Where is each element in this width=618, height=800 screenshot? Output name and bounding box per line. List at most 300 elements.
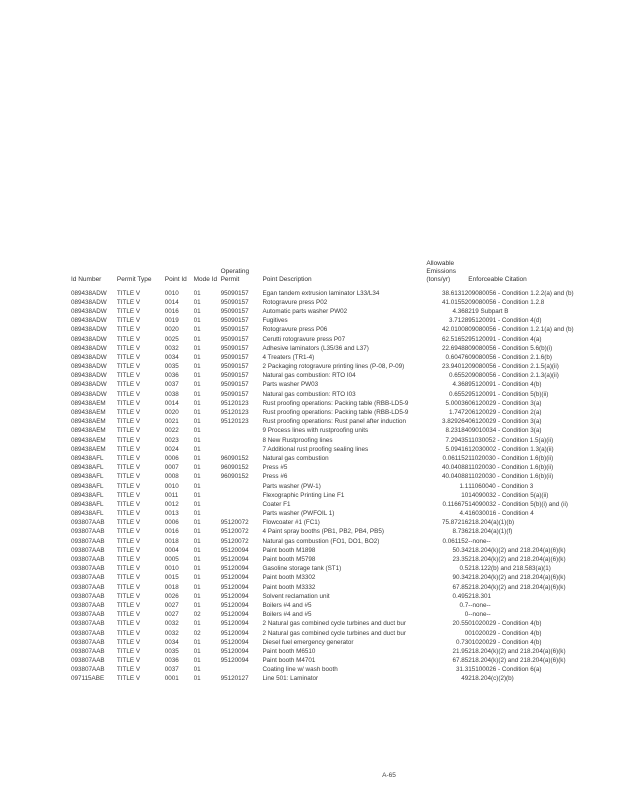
cell-permit-type: TITLE V <box>116 409 141 417</box>
cell-point-id: 0027 <box>164 601 179 609</box>
cell-allowable-emissions: 0.60476 <box>445 353 469 361</box>
cell-point-id: 0026 <box>164 592 179 600</box>
cell-point-id: 0018 <box>164 537 179 545</box>
cell-enforceable-citation: 11060040 - Condition 3 <box>468 482 534 490</box>
cell-permit-type: TITLE V <box>116 601 141 609</box>
cell-enforceable-citation: 218.204(k)(2) and 218.204(a)(6)(k) <box>468 583 566 591</box>
cell-allowable-emissions: 3.829264 <box>441 418 469 426</box>
cell-id-number: 093807AAB <box>71 620 105 628</box>
cell-operating-permit <box>221 666 263 675</box>
cell-enforceable-citation: 16030016 - Condition 4 <box>468 510 534 518</box>
header-enforceable-citation: Enforceable Citation <box>468 276 527 283</box>
cell-id-number: 093807AAB <box>71 638 105 646</box>
header-permit-type: Permit Type <box>116 276 152 283</box>
table-row <box>71 307 618 316</box>
cell-mode-id: 01 <box>193 445 201 453</box>
cell-point-id: 0034 <box>164 638 179 646</box>
cell-allowable-emissions: 4.368 <box>452 307 469 315</box>
cell-id-number: 089438ADW <box>71 307 107 315</box>
cell-mode-id: 01 <box>193 482 201 490</box>
table-row <box>71 298 618 307</box>
cell-mode-id: 01 <box>193 592 201 600</box>
cell-point-id: 0037 <box>164 666 179 674</box>
cell-enforceable-citation: 09080056 - Condition 5.6(b)(i) <box>468 344 553 352</box>
cell-allowable-emissions: 5.09416 <box>445 445 469 453</box>
table-row <box>71 390 618 399</box>
cell-id-number: 093807AAB <box>71 611 105 619</box>
cell-point-description: 2 Natural gas combined cycle turbines and duct bur <box>262 620 406 628</box>
cell-enforceable-citation: 12030002 - Condition 1.3(a)(ii) <box>468 445 554 453</box>
cell-id-number: 097115ABE <box>71 675 105 683</box>
cell-id-number: 093807AAB <box>71 647 105 655</box>
cell-operating-permit: 96090152 <box>220 473 249 481</box>
cell-mode-id: 01 <box>193 537 201 545</box>
cell-permit-type: TITLE V <box>116 390 141 398</box>
header-allowable-emissions: Allowable Emissions (tons/yr) <box>426 260 456 283</box>
table-row <box>71 528 618 537</box>
cell-point-description: Parts washer (PW-1) <box>262 482 321 490</box>
table-row <box>71 418 618 427</box>
cell-operating-permit: 95090157 <box>220 298 249 306</box>
table-row <box>71 565 618 574</box>
cell-permit-type: TITLE V <box>116 436 141 444</box>
table-row <box>71 372 618 381</box>
cell-permit-type: TITLE V <box>116 592 141 600</box>
cell-enforceable-citation: 219 Subpart B <box>468 307 509 315</box>
cell-mode-id: 01 <box>193 454 201 462</box>
cell-point-id: 0007 <box>164 464 179 472</box>
cell-permit-type: TITLE V <box>116 546 141 554</box>
cell-operating-permit: 96090152 <box>220 454 249 462</box>
cell-operating-permit: 95120094 <box>220 638 249 646</box>
table-row <box>71 335 618 344</box>
cell-point-description: Egan tandem extrusion laminator L33/L34 <box>262 289 380 297</box>
cell-point-description: 2 Packaging rotogravure printing lines (P-08, P-09) <box>262 363 405 371</box>
cell-enforceable-citation: 11020030 - Condition 1.6(b)(ii) <box>468 473 554 481</box>
cell-enforceable-citation: --none-- <box>468 537 491 545</box>
header-operating-permit: Operating Permit <box>220 268 250 283</box>
header-mode-id: Mode Id <box>193 276 218 283</box>
table-row <box>71 666 618 675</box>
cell-enforceable-citation: 06120029 - Condition 3(a) <box>468 418 542 426</box>
cell-operating-permit: 95090157 <box>220 335 249 343</box>
cell-mode-id: 01 <box>193 326 201 334</box>
table-row <box>71 574 618 583</box>
table-row <box>71 284 618 298</box>
cell-mode-id: 01 <box>193 565 201 573</box>
cell-point-id: 0008 <box>164 473 179 481</box>
cell-enforceable-citation: 09080056 - Condition 2.1.5(a)(ii) <box>468 363 559 371</box>
cell-enforceable-citation: 01020029 - Condition 4(b) <box>468 620 542 628</box>
cell-mode-id: 02 <box>193 629 201 637</box>
cell-mode-id: 01 <box>193 666 201 674</box>
cell-operating-permit: 95090157 <box>220 353 249 361</box>
cell-point-id: 0022 <box>164 427 179 435</box>
cell-allowable-emissions: 4.4 <box>459 510 469 518</box>
cell-operating-permit: 95090157 <box>220 344 249 352</box>
cell-operating-permit: 95120094 <box>220 629 249 637</box>
cell-point-description: Flexographic Printing Line F1 <box>262 491 345 499</box>
cell-id-number: 093807AAB <box>71 546 105 554</box>
cell-operating-permit: 95120094 <box>220 592 249 600</box>
cell-id-number: 093807AAB <box>71 537 105 545</box>
cell-mode-id: 01 <box>193 372 201 380</box>
cell-permit-type: TITLE V <box>116 519 141 527</box>
cell-permit-type: TITLE V <box>116 537 141 545</box>
cell-id-number: 089438ADW <box>71 289 107 297</box>
cell-mode-id: 01 <box>193 390 201 398</box>
cell-point-description: Fugitives <box>262 317 288 325</box>
cell-point-description: Paint booth M6510 <box>262 647 316 655</box>
cell-id-number: 093807AAB <box>71 574 105 582</box>
cell-point-description: Rotogravure press P06 <box>262 326 328 334</box>
cell-point-description: Rotogravure press P02 <box>262 298 328 306</box>
cell-point-description: Coater F1 <box>262 500 291 508</box>
cell-permit-type: TITLE V <box>116 583 141 591</box>
cell-id-number: 089438AEM <box>71 436 106 444</box>
cell-allowable-emissions: 40.04088 <box>441 464 469 472</box>
cell-mode-id: 01 <box>193 353 201 361</box>
cell-allowable-emissions: 4.368 <box>452 381 469 389</box>
cell-mode-id: 01 <box>193 307 201 315</box>
cell-operating-permit: 95120094 <box>220 601 249 609</box>
cell-id-number: 093807AAB <box>71 629 105 637</box>
cell-id-number: 093807AAB <box>71 601 105 609</box>
cell-enforceable-citation: 01020029 - Condition 4(b) <box>468 638 542 646</box>
cell-allowable-emissions: 0 <box>464 629 469 637</box>
cell-mode-id: 01 <box>193 546 201 554</box>
cell-enforceable-citation: 11020030 - Condition 1.6(b)(ii) <box>468 454 554 462</box>
cell-id-number: 093807AAB <box>71 528 105 536</box>
cell-enforceable-citation: --none-- <box>468 611 491 619</box>
cell-enforceable-citation: 95120091 - Condition 5(b)(ii) <box>468 390 549 398</box>
cell-point-description: Press #6 <box>262 473 288 481</box>
cell-mode-id: 01 <box>193 298 201 306</box>
cell-point-description: Parts washer PW03 <box>262 381 319 389</box>
cell-enforceable-citation: 14090032 - Condition 5(b)(i) and (ii) <box>468 500 569 508</box>
table-row <box>71 454 618 463</box>
cell-point-description: Cerutti rotogravure press P07 <box>262 335 346 343</box>
cell-id-number: 093807AAB <box>71 519 105 527</box>
cell-allowable-emissions: 38.61312 <box>441 289 469 297</box>
cell-point-id: 0025 <box>164 335 179 343</box>
cell-permit-type: TITLE V <box>116 372 141 380</box>
cell-mode-id: 01 <box>193 473 201 481</box>
cell-point-description: Press #5 <box>262 464 288 472</box>
cell-mode-id: 01 <box>193 317 201 325</box>
cell-enforceable-citation: 218.204(a)(1)(f) <box>468 528 513 536</box>
cell-operating-permit <box>221 491 263 500</box>
cell-allowable-emissions: 75.87216 <box>441 519 469 527</box>
cell-allowable-emissions: 20.55 <box>452 620 469 628</box>
cell-permit-type: TITLE V <box>116 528 141 536</box>
cell-enforceable-citation: 01020029 - Condition 4(b) <box>468 629 542 637</box>
cell-point-description: Natural gas combustion: RTO I03 <box>262 390 356 398</box>
cell-point-description: Adhesive laminators (L35/36 and L37) <box>262 344 369 352</box>
cell-operating-permit: 95090157 <box>220 317 249 325</box>
cell-permit-type: TITLE V <box>116 289 141 297</box>
cell-point-id: 0020 <box>164 326 179 334</box>
cell-mode-id: 01 <box>193 519 201 527</box>
cell-point-id: 0012 <box>164 500 179 508</box>
cell-point-id: 0020 <box>164 409 179 417</box>
table-body <box>71 284 618 684</box>
cell-mode-id: 01 <box>193 344 201 352</box>
cell-point-description: Natural gas combustion (FO1, DO1, BO2) <box>262 537 380 545</box>
table-row <box>71 408 618 417</box>
cell-enforceable-citation: 95120091 - Condition 4(a) <box>468 335 542 343</box>
table-row <box>71 592 618 601</box>
cell-permit-type: TITLE V <box>116 464 141 472</box>
cell-point-id: 0004 <box>164 546 179 554</box>
cell-id-number: 089438ADW <box>71 353 107 361</box>
cell-allowable-emissions: 90.34 <box>452 574 469 582</box>
cell-point-id: 0014 <box>164 399 179 407</box>
cell-operating-permit: 95120094 <box>220 647 249 655</box>
cell-point-description: Boilers #4 and #5 <box>262 611 312 619</box>
cell-mode-id: 01 <box>193 436 201 444</box>
cell-allowable-emissions: 67.85 <box>452 583 469 591</box>
cell-point-description: Paint booth M1898 <box>262 546 316 554</box>
cell-mode-id: 01 <box>193 574 201 582</box>
cell-permit-type: TITLE V <box>116 647 141 655</box>
cell-permit-type: TITLE V <box>116 363 141 371</box>
cell-point-id: 0010 <box>164 565 179 573</box>
cell-point-id: 0015 <box>164 574 179 582</box>
cell-allowable-emissions: 0.7 <box>459 601 469 609</box>
table-row <box>71 601 618 610</box>
cell-permit-type: TITLE V <box>116 574 141 582</box>
cell-allowable-emissions: 0.6552 <box>448 372 469 380</box>
cell-mode-id: 01 <box>193 675 201 683</box>
cell-point-description: Paint booth M3302 <box>262 574 316 582</box>
cell-operating-permit: 95120094 <box>220 657 249 665</box>
cell-point-description: Coating line w/ wash booth <box>262 666 338 674</box>
table-row <box>71 353 618 362</box>
cell-allowable-emissions: 1.1 <box>459 482 469 490</box>
cell-operating-permit <box>221 482 263 491</box>
cell-point-id: 0018 <box>164 583 179 591</box>
cell-permit-type: TITLE V <box>116 482 141 490</box>
cell-operating-permit: 95090157 <box>220 363 249 371</box>
cell-allowable-emissions: 0.495 <box>452 592 469 600</box>
table-row <box>71 583 618 592</box>
header-point-description: Point Description <box>262 276 312 283</box>
table-row <box>71 399 618 408</box>
cell-permit-type: TITLE V <box>116 491 141 499</box>
table-row <box>71 647 618 656</box>
cell-operating-permit: 95090157 <box>220 307 249 315</box>
cell-mode-id: 01 <box>193 657 201 665</box>
cell-point-description: 9 Process lines with rustproofing units <box>262 427 369 435</box>
cell-id-number: 089438AFL <box>71 454 104 462</box>
cell-point-description: Rust proofing operations: Packing table (RBB-LD5-9 <box>262 409 409 417</box>
cell-point-description: Automatic parts washer PW02 <box>262 307 348 315</box>
cell-allowable-emissions: 5.00036 <box>445 399 469 407</box>
cell-mode-id: 01 <box>193 335 201 343</box>
cell-allowable-emissions: 0.5 <box>459 565 469 573</box>
cell-enforceable-citation: 218.204(k)(2) and 218.204(a)(6)(k) <box>468 556 566 564</box>
table-row <box>71 500 618 509</box>
cell-enforceable-citation: 14090032 - Condition 5(a)(ii) <box>468 491 549 499</box>
cell-id-number: 089438ADW <box>71 390 107 398</box>
table-row <box>71 546 618 555</box>
cell-allowable-emissions: 3.7128 <box>448 317 469 325</box>
cell-point-description: Solvent reclamation unit <box>262 592 330 600</box>
cell-point-description: 7 Additional rust proofing sealing lines <box>262 445 369 453</box>
cell-operating-permit: 95120072 <box>220 528 249 536</box>
table-row <box>71 473 618 482</box>
table-row <box>71 611 618 620</box>
cell-permit-type: TITLE V <box>116 326 141 334</box>
cell-operating-permit: 95120094 <box>220 620 249 628</box>
cell-enforceable-citation: 95120091 - Condition 4(d) <box>468 317 542 325</box>
cell-mode-id: 01 <box>193 510 201 518</box>
cell-mode-id: 01 <box>193 491 201 499</box>
table-row <box>71 629 618 638</box>
cell-permit-type: TITLE V <box>116 500 141 508</box>
cell-permit-type: TITLE V <box>116 638 141 646</box>
cell-permit-type: TITLE V <box>116 298 141 306</box>
cell-enforceable-citation: 09080056 - Condition 2.1.3(a)(ii) <box>468 372 559 380</box>
cell-operating-permit: 95120094 <box>220 565 249 573</box>
cell-allowable-emissions: 0.061152 <box>442 537 469 545</box>
cell-mode-id: 02 <box>193 611 201 619</box>
cell-operating-permit <box>221 445 263 454</box>
cell-permit-type: TITLE V <box>116 335 141 343</box>
cell-permit-type: TITLE V <box>116 675 141 683</box>
cell-permit-type: TITLE V <box>116 473 141 481</box>
cell-id-number: 089438AEM <box>71 418 106 426</box>
cell-permit-type: TITLE V <box>116 611 141 619</box>
cell-point-id: 0032 <box>164 629 179 637</box>
table-row <box>71 317 618 326</box>
cell-enforceable-citation: 218.204(c)(2)(b) <box>468 675 514 683</box>
cell-point-description: Paint booth M4701 <box>262 657 316 665</box>
cell-operating-permit: 95090157 <box>220 390 249 398</box>
table-header-row <box>71 256 618 284</box>
cell-operating-permit: 95120094 <box>220 611 249 619</box>
cell-id-number: 089438AEM <box>71 409 106 417</box>
cell-mode-id: 01 <box>193 601 201 609</box>
cell-operating-permit: 95090157 <box>220 289 249 297</box>
cell-id-number: 093807AAB <box>71 592 105 600</box>
table-row <box>71 638 618 647</box>
cell-allowable-emissions: 23.35 <box>452 556 469 564</box>
table-row <box>71 381 618 390</box>
cell-mode-id: 01 <box>193 363 201 371</box>
cell-allowable-emissions: 0.116675 <box>442 500 469 508</box>
cell-operating-permit: 95090157 <box>220 381 249 389</box>
table-row <box>71 344 618 353</box>
cell-id-number: 089438ADW <box>71 326 107 334</box>
cell-permit-type: TITLE V <box>116 556 141 564</box>
cell-allowable-emissions: 23.94012 <box>441 363 469 371</box>
cell-point-id: 0023 <box>164 436 179 444</box>
cell-allowable-emissions: 50.34 <box>452 546 469 554</box>
cell-allowable-emissions: 22.69488 <box>441 344 469 352</box>
cell-point-id: 0013 <box>164 510 179 518</box>
cell-allowable-emissions: 0.6552 <box>448 390 469 398</box>
cell-allowable-emissions: 40.04088 <box>441 473 469 481</box>
cell-point-id: 0010 <box>164 482 179 490</box>
cell-allowable-emissions: 10 <box>461 491 469 499</box>
cell-mode-id: 01 <box>193 399 201 407</box>
cell-enforceable-citation: 09080056 - Condition 2.1.6(b) <box>468 353 552 361</box>
cell-permit-type: TITLE V <box>116 427 141 435</box>
cell-enforceable-citation: 06120029 - Condition 2(a) <box>468 409 542 417</box>
cell-allowable-emissions: 42.01008 <box>441 326 469 334</box>
cell-point-id: 0019 <box>164 317 179 325</box>
cell-point-description: Rust proofing operations: Rust panel after induction <box>262 418 406 426</box>
table-row <box>71 657 618 666</box>
cell-operating-permit: 95120123 <box>220 399 249 407</box>
cell-point-id: 0024 <box>164 445 179 453</box>
cell-point-id: 0016 <box>164 307 179 315</box>
table-row <box>71 436 618 445</box>
cell-point-id: 0021 <box>164 418 179 426</box>
cell-permit-type: TITLE V <box>116 445 141 453</box>
cell-enforceable-citation: 06120029 - Condition 3(a) <box>468 399 542 407</box>
cell-enforceable-citation: 218.204(k)(2) and 218.204(a)(6)(k) <box>468 647 566 655</box>
cell-point-id: 0032 <box>164 344 179 352</box>
cell-point-id: 0010 <box>164 289 179 297</box>
cell-point-id: 0011 <box>164 491 179 499</box>
cell-permit-type: TITLE V <box>116 381 141 389</box>
cell-id-number: 089438ADW <box>71 344 107 352</box>
cell-mode-id: 01 <box>193 638 201 646</box>
table-row <box>71 491 618 500</box>
cell-operating-permit <box>221 427 263 436</box>
cell-operating-permit: 96090152 <box>220 464 249 472</box>
cell-enforceable-citation: 218.204(k)(2) and 218.204(a)(6)(k) <box>468 574 566 582</box>
cell-permit-type: TITLE V <box>116 657 141 665</box>
cell-point-description: Parts washer (PWFOIL 1) <box>262 510 335 518</box>
cell-point-description: Line 501: Laminator <box>262 675 319 683</box>
cell-mode-id: 01 <box>193 620 201 628</box>
cell-enforceable-citation: 95120091 - Condition 4(b) <box>468 381 542 389</box>
cell-permit-type: TITLE V <box>116 629 141 637</box>
cell-id-number: 089438ADW <box>71 298 107 306</box>
cell-id-number: 089438AFL <box>71 510 104 518</box>
cell-permit-type: TITLE V <box>116 666 141 674</box>
cell-allowable-emissions: 0.061152 <box>442 454 469 462</box>
page-number: A-65 <box>382 772 396 779</box>
table-row <box>71 675 618 684</box>
cell-point-id: 0035 <box>164 647 179 655</box>
cell-mode-id: 01 <box>193 583 201 591</box>
cell-mode-id: 01 <box>193 289 201 297</box>
cell-enforceable-citation: 09010034 - Condition 3(a) <box>468 427 542 435</box>
cell-operating-permit: 95120094 <box>220 583 249 591</box>
cell-point-id: 0005 <box>164 556 179 564</box>
cell-point-id: 0032 <box>164 620 179 628</box>
cell-mode-id: 01 <box>193 500 201 508</box>
cell-allowable-emissions: 62.51652 <box>441 335 469 343</box>
cell-allowable-emissions: 41.01552 <box>441 298 469 306</box>
cell-allowable-emissions: 67.85 <box>452 657 469 665</box>
cell-point-id: 0006 <box>164 454 179 462</box>
cell-allowable-emissions: 21.95 <box>452 647 469 655</box>
cell-id-number: 089438ADW <box>71 363 107 371</box>
table-row <box>71 363 618 372</box>
table-row <box>71 464 618 473</box>
table-row <box>71 519 618 528</box>
cell-point-id: 0006 <box>164 519 179 527</box>
cell-id-number: 089438ADW <box>71 372 107 380</box>
cell-enforceable-citation: 218.122(b) and 218.583(a)(1) <box>468 565 551 573</box>
cell-mode-id: 01 <box>193 427 201 435</box>
